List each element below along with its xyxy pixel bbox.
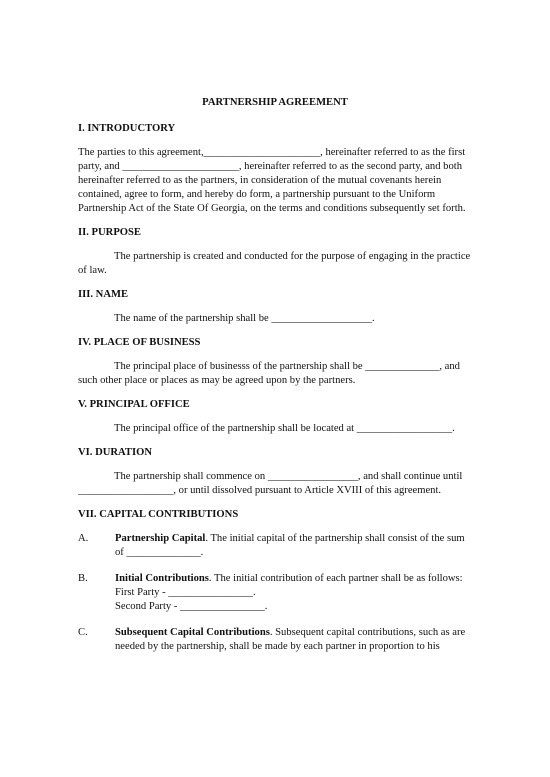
section-heading-introductory: I. INTRODUCTORY bbox=[78, 123, 176, 134]
item-letter: C. bbox=[78, 627, 88, 638]
section-heading-place-of-business: IV. PLACE OF BUSINESS bbox=[78, 337, 201, 348]
list-item-initial-contributions bbox=[78, 572, 472, 614]
second-party-line: Second Party - ________________. bbox=[115, 601, 268, 612]
list-item-partnership-capital bbox=[78, 532, 472, 560]
item-text: . The initial contribution of each partner shall be as follows: bbox=[208, 573, 463, 584]
first-party-line: First Party - ________________. bbox=[115, 587, 256, 598]
section-heading-principal-office: V. PRINCIPAL OFFICE bbox=[78, 399, 190, 410]
section-text-place-of-business: The principal place of businesss of the partnership shall be ______________, and such other place or places as may be agreed upon by the partners. bbox=[78, 361, 460, 386]
section-heading-name: III. NAME bbox=[78, 289, 129, 300]
section-heading-purpose: II. PURPOSE bbox=[78, 227, 141, 238]
section-text-duration: The partnership shall commence on _________________, and shall continue until __________________, or until dissolved pursuant to Article XVIII of this agreement. bbox=[78, 471, 463, 496]
item-term: Subsequent Capital Contributions bbox=[115, 627, 270, 638]
section-text-introductory: The parties to this agreement,______________________, hereinafter referred to as the first party, and ______________________, hereinafter referred to as the second party, and both hereinafter referred to as the partners, in consideration of the mutual covenants herein contained, agree to form, and hereby do form, a partnership pursuant to the Uniform Partnership Act of the State Of Georgia, on the terms and conditions subsequently set forth. bbox=[78, 147, 466, 214]
item-text: . The initial capital of the partnership shall consist of the sum of ______________. bbox=[115, 533, 465, 558]
item-body bbox=[115, 626, 472, 654]
item-term: Partnership Capital bbox=[115, 533, 206, 544]
item-letter: B. bbox=[78, 573, 88, 584]
item-text: . Subsequent capital contributions, such as are needed by the partnership, shall be made by each partner in proportion to his bbox=[115, 627, 466, 652]
section-text-name: The name of the partnership shall be ___________________. bbox=[114, 313, 375, 324]
section-heading-duration: VI. DURATION bbox=[78, 447, 152, 458]
item-body bbox=[115, 572, 472, 614]
section-text-purpose: The partnership is created and conducted for the purpose of engaging in the practice of law. bbox=[78, 251, 471, 276]
section-heading-capital-contributions: VII. CAPITAL CONTRIBUTIONS bbox=[78, 509, 239, 520]
section-text-principal-office: The principal office of the partnership shall be located at __________________. bbox=[114, 423, 455, 434]
item-body bbox=[115, 532, 472, 560]
item-letter: A. bbox=[78, 533, 89, 544]
item-term: Initial Contributions bbox=[115, 573, 209, 584]
document-title: PARTNERSHIP AGREEMENT bbox=[202, 97, 348, 108]
list-item-subsequent-capital-contributions bbox=[78, 626, 472, 654]
